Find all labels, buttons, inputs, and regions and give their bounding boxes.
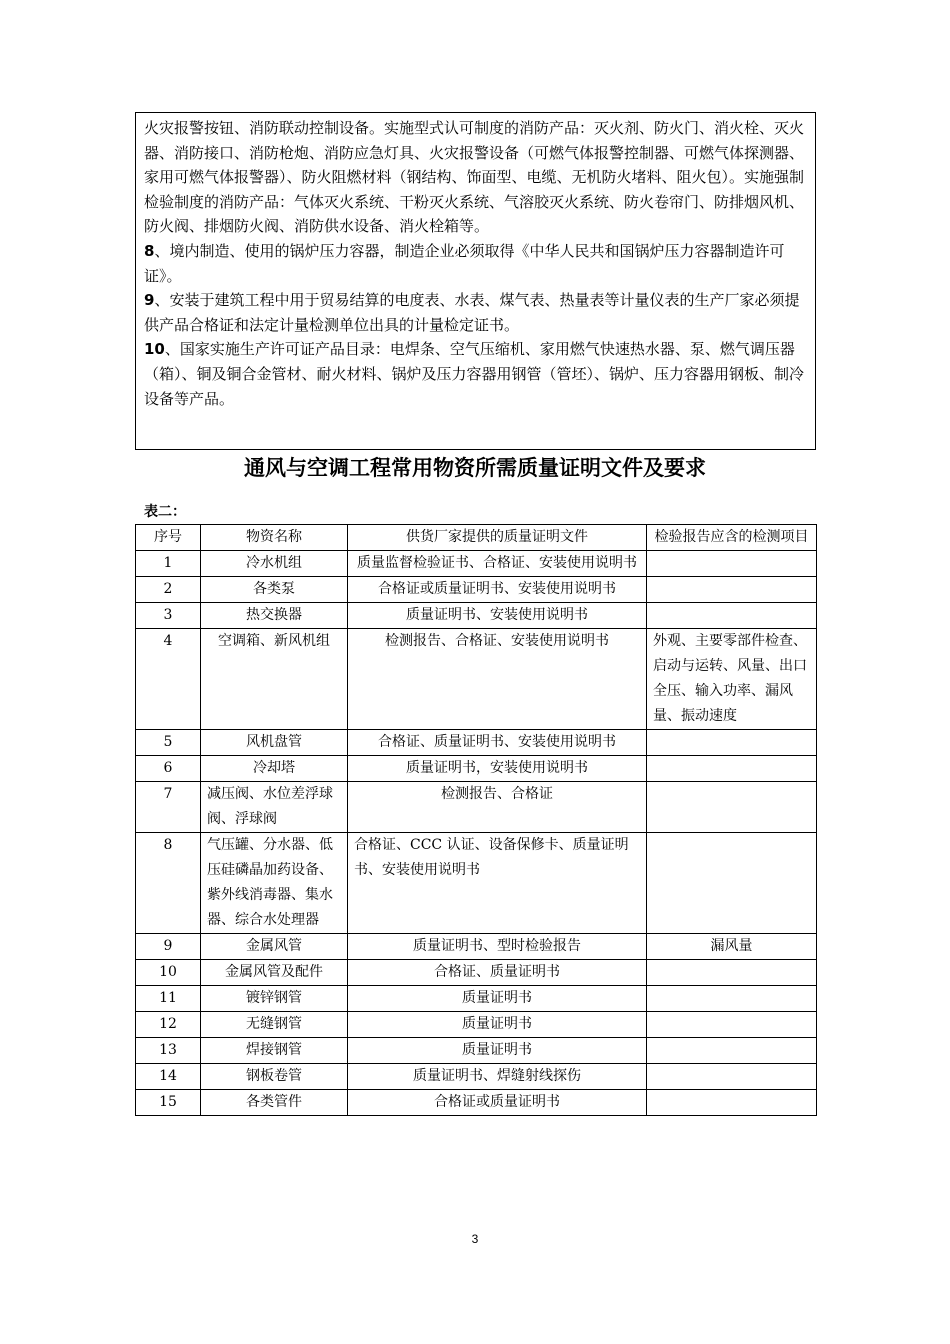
item-number: 9: [144, 291, 155, 310]
table-row: [136, 1038, 817, 1064]
cell-material: 各类管件: [201, 1090, 348, 1116]
cell-material: 气压罐、分水器、低压硅磷晶加药设备、紫外线消毒器、集水器、综合水处理器: [201, 833, 348, 934]
table-row: [136, 756, 817, 782]
table-row: [136, 960, 817, 986]
cell-test-items: 外观、主要零部件检查、启动与运转、风量、出口全压、输入功率、漏风量、振动速度: [647, 629, 817, 730]
cell-documents: 质量证明书: [348, 986, 647, 1012]
item-number: 8: [144, 241, 155, 260]
page-number: 3: [471, 1232, 479, 1246]
cell-test-items: [647, 1012, 817, 1038]
header-cell: 物资名称: [201, 525, 348, 551]
cell-index: 2: [136, 577, 201, 603]
cell-documents: 合格证、CCC 认证、设备保修卡、质量证明书、安装使用说明书: [348, 833, 647, 934]
table-row: [136, 603, 817, 629]
regulation-text-box: [135, 112, 816, 450]
cell-index: 12: [136, 1012, 201, 1038]
cell-index: 11: [136, 986, 201, 1012]
paragraph-10: [144, 337, 807, 411]
cell-index: 5: [136, 730, 201, 756]
cell-material: 镀锌钢管: [201, 986, 348, 1012]
cell-test-items: [647, 986, 817, 1012]
cell-test-items: [647, 730, 817, 756]
section-title: 通风与空调工程常用物资所需质量证明文件及要求: [244, 456, 706, 480]
cell-documents: 质量证明书: [348, 1012, 647, 1038]
cell-index: 7: [136, 782, 201, 833]
materials-table: [135, 524, 817, 1116]
cell-test-items: [647, 577, 817, 603]
cell-documents: 合格证、质量证明书、安装使用说明书: [348, 730, 647, 756]
cell-test-items: [647, 603, 817, 629]
cell-material: 减压阀、水位差浮球阀、浮球阀: [201, 782, 348, 833]
table-row: [136, 629, 817, 730]
table-row: [136, 782, 817, 833]
cell-test-items: [647, 756, 817, 782]
cell-index: 1: [136, 551, 201, 577]
table-row: [136, 1090, 817, 1116]
cell-material: 风机盘管: [201, 730, 348, 756]
cell-documents: 合格证或质量证明书: [348, 1090, 647, 1116]
cell-documents: 合格证、质量证明书: [348, 960, 647, 986]
paragraph-text: 、国家实施生产许可证产品目录：电焊条、空气压缩机、家用燃气快速热水器、泵、燃气调压器（箱）、铜及铜合金管材、耐火材料、锅炉及压力容器用钢管（管坯）、锅炉、压力容器用钢板、制冷设备等产品。: [144, 340, 805, 408]
cell-documents: 质量监督检验证书、合格证、安装使用说明书: [348, 551, 647, 577]
cell-documents: 质量证明书、焊缝射线探伤: [348, 1064, 647, 1090]
cell-documents: 质量证明书，安装使用说明书: [348, 756, 647, 782]
cell-documents: 质量证明书、安装使用说明书: [348, 603, 647, 629]
cell-material: 各类泵: [201, 577, 348, 603]
paragraph-8: [144, 239, 807, 288]
table-row: [136, 1012, 817, 1038]
table-row: [136, 1064, 817, 1090]
cell-test-items: [647, 1064, 817, 1090]
header-cell: 序号: [136, 525, 201, 551]
cell-test-items: 漏风量: [647, 934, 817, 960]
paragraph-9: [144, 288, 807, 337]
table-header-row: [136, 525, 817, 551]
cell-material: 金属风管: [201, 934, 348, 960]
table-row: [136, 730, 817, 756]
paragraph-text: 、安装于建筑工程中用于贸易结算的电度表、水表、煤气表、热量表等计量仪表的生产厂家必须提供产品合格证和法定计量检测单位出具的计量检定证书。: [144, 291, 800, 334]
cell-index: 4: [136, 629, 201, 730]
table-row: [136, 986, 817, 1012]
cell-material: 焊接钢管: [201, 1038, 348, 1064]
cell-index: 10: [136, 960, 201, 986]
cell-material: 冷水机组: [201, 551, 348, 577]
cell-index: 15: [136, 1090, 201, 1116]
cell-test-items: [647, 960, 817, 986]
cell-material: 钢板卷管: [201, 1064, 348, 1090]
cell-documents: 质量证明书: [348, 1038, 647, 1064]
cell-material: 冷却塔: [201, 756, 348, 782]
table-row: [136, 833, 817, 934]
table-caption: 表二：: [144, 504, 186, 520]
cell-documents: 质量证明书、型时检验报告: [348, 934, 647, 960]
cell-material: 无缝钢管: [201, 1012, 348, 1038]
paragraph-text: 、境内制造、使用的锅炉压力容器，制造企业必须取得《中华人民共和国锅炉压力容器制造许可证》。: [144, 241, 785, 285]
table-row: [136, 551, 817, 577]
cell-index: 9: [136, 934, 201, 960]
cell-documents: 检测报告、合格证: [348, 782, 647, 833]
cell-index: 3: [136, 603, 201, 629]
cell-test-items: [647, 833, 817, 934]
cell-documents: 检测报告、合格证、安装使用说明书: [348, 629, 647, 730]
cell-test-items: [647, 782, 817, 833]
cell-material: 热交换器: [201, 603, 348, 629]
cell-documents: 合格证或质量证明书、安装使用说明书: [348, 577, 647, 603]
paragraph-fire-products: 火灾报警按钮、消防联动控制设备。实施型式认可制度的消防产品：灭火剂、防火门、消火栓、灭火器、消防接口、消防枪炮、消防应急灯具、火灾报警设备（可燃气体报警控制器、可燃气体探测器、家用可燃气体报警器）、防火阻燃材料（钢结构、饰面型、电缆、无机防火堵料、阻火包）。实施强制检验制度的消防产品：气体灭火系统、干粉灭火系统、气溶胶灭火系统、防火卷帘门、防排烟风机、防火阀、排烟防火阀、消防供水设备、消火栓箱等。: [144, 119, 805, 236]
cell-test-items: [647, 1090, 817, 1116]
table-row: [136, 934, 817, 960]
cell-index: 6: [136, 756, 201, 782]
cell-index: 13: [136, 1038, 201, 1064]
header-cell: 供货厂家提供的质量证明文件: [348, 525, 647, 551]
cell-test-items: [647, 1038, 817, 1064]
cell-index: 8: [136, 833, 201, 934]
cell-index: 14: [136, 1064, 201, 1090]
cell-test-items: [647, 551, 817, 577]
cell-material: 空调箱、新风机组: [201, 629, 348, 730]
table-row: [136, 577, 817, 603]
cell-material: 金属风管及配件: [201, 960, 348, 986]
item-number: 10: [144, 340, 165, 359]
header-cell: 检验报告应含的检测项目: [647, 525, 817, 551]
